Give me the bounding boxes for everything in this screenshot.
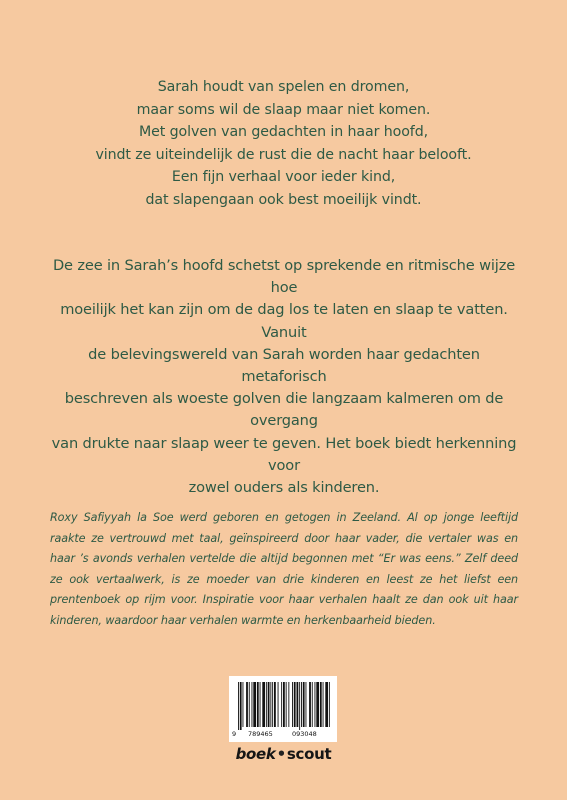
poem-line: Sarah houdt van spelen en dromen, [157, 79, 410, 95]
barcode-bar [288, 682, 289, 727]
publisher-logo-dot: • [276, 745, 286, 763]
barcode-bar [306, 682, 307, 727]
barcode-bar [316, 682, 319, 727]
barcode-bar [246, 682, 248, 727]
isbn-digits-left: 789465 [248, 730, 273, 738]
blurb-line: zowel ouders als kinderen. [188, 479, 380, 497]
barcode-bar [294, 682, 296, 727]
barcode-bar [257, 682, 259, 727]
barcode-bar [309, 682, 311, 727]
barcode-bar [266, 682, 267, 727]
blurb-line: beschreven als woeste golven die langzaam kalmeren om de overgang [64, 390, 504, 430]
barcode-bar [249, 682, 250, 727]
barcode-bar [329, 682, 330, 727]
isbn-barcode [229, 676, 337, 742]
publisher-logo-part-b: scout [286, 745, 332, 763]
barcode-bar [274, 682, 276, 727]
blurb-line: de belevingswereld van Sarah worden haar gedachten metaforisch [88, 345, 480, 386]
barcode-bar [323, 682, 324, 727]
barcode-bar [325, 682, 328, 727]
poem-line: vindt ze uiteindelijk de rust die de nacht haar belooft. [95, 146, 472, 163]
barcode-bar [278, 682, 279, 727]
barcode-bar [262, 682, 265, 727]
barcode-bar [260, 682, 261, 727]
isbn-digit-first: 9 [232, 730, 237, 738]
poem-line: dat slapengaan ook best moeilijk vindt. [145, 191, 422, 208]
barcode-bar [281, 682, 282, 727]
barcode-bar [268, 682, 270, 727]
barcode-bar [240, 682, 242, 730]
barcode-bar [312, 682, 313, 727]
publisher-logo-part-a: boek [235, 745, 276, 763]
barcode-bar [297, 682, 299, 727]
barcode-bar [299, 682, 300, 730]
poem-line: Met golven van gedachten in haar hoofd, [138, 124, 429, 140]
barcode-bar [301, 682, 302, 727]
blurb-line: van drukte naar slaap weer te geven. Het boek biedt herkenning voor [51, 434, 517, 474]
barcode-bar [303, 682, 305, 727]
barcode-bar [252, 682, 253, 727]
barcode-bar [315, 682, 316, 727]
poem-line: maar soms wil de slaap maar niet komen. [136, 101, 431, 118]
author-bio: Roxy Safiyyah la Soe werd geboren en getogen in Zeeland. Al op jonge leeftijd raakte ze vertrouwd met taal, geïnspireerd door haar vader, die vertaler was en haar ’s avonds verhalen vertelde die altijd begonnen met “Er was eens.” Zelf deed ze ook vertaalwerk, is ze moeder van drie kinderen en leest ze het liefst een prentenboek op rijm voor. Inspiratie voor haar verhalen haalt ze dan ook uit haar kinderen, waardoor haar verhalen warmte en herkenbaarheid bieden. [50, 511, 518, 627]
barcode-bar [292, 682, 293, 727]
poem [0, 76, 567, 211]
barcode-bar [253, 682, 256, 727]
book-blurb [50, 255, 518, 499]
barcode-bar [243, 682, 244, 727]
barcode-bar [320, 682, 322, 727]
isbn-digits-right: 093048 [292, 730, 317, 738]
barcode-bar [238, 682, 239, 730]
barcode-bars [229, 676, 337, 732]
blurb-line: De zee in Sarah’s hoofd schetst op sprekende en ritmische wijze hoe [52, 257, 516, 297]
barcode-bar [270, 682, 271, 727]
poem-line: Een fijn verhaal voor ieder kind, [171, 169, 396, 185]
blurb-line: moeilijk het kan zijn om de dag los te laten en slaap te vatten. Vanuit [60, 301, 508, 341]
barcode-bar [272, 682, 273, 727]
publisher-logo [0, 745, 567, 763]
barcode-bar [286, 682, 287, 727]
barcode-bar [283, 682, 285, 727]
